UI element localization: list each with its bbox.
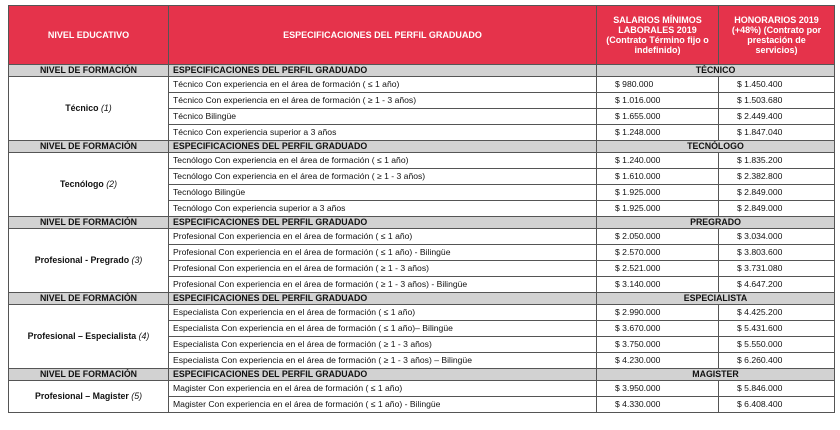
section-label-level: NIVEL DE FORMACIÓN: [9, 369, 169, 381]
fee-cell: $ 2.382.800: [719, 169, 835, 185]
fee-cell: $ 6.260.400: [719, 353, 835, 369]
salary-table: [8, 5, 835, 413]
education-level-note: (2): [106, 179, 118, 189]
section-group-title: TÉCNICO: [597, 65, 835, 77]
education-level-name: Técnico: [65, 103, 99, 113]
education-level-note: (3): [131, 255, 143, 265]
salary-cell: $ 3.750.000: [597, 337, 719, 353]
header-profile-specs: ESPECIFICACIONES DEL PERFIL GRADUADO: [169, 6, 597, 65]
section-header-row: [9, 65, 835, 77]
fee-cell: $ 2.849.000: [719, 201, 835, 217]
fee-cell: $ 3.034.000: [719, 229, 835, 245]
education-level-name: Profesional - Pregrado: [34, 255, 130, 265]
fee-cell: $ 2.849.000: [719, 185, 835, 201]
salary-cell: $ 1.655.000: [597, 109, 719, 125]
profile-spec-cell: Técnico Con experiencia en el área de formación ( ≤ 1 año): [169, 77, 597, 93]
education-level-cell: [9, 305, 169, 369]
section-label-level: NIVEL DE FORMACIÓN: [9, 141, 169, 153]
profile-spec-cell: Profesional Con experiencia en el área de formación ( ≤ 1 año) - Bilingüe: [169, 245, 597, 261]
profile-spec-cell: Técnico Bilingüe: [169, 109, 597, 125]
profile-spec-cell: Profesional Con experiencia en el área de formación ( ≤ 1 año): [169, 229, 597, 245]
profile-spec-cell: Profesional Con experiencia en el área de formación ( ≥ 1 - 3 años) - Bilingüe: [169, 277, 597, 293]
profile-spec-cell: Magister Con experiencia en el área de formación ( ≤ 1 año): [169, 381, 597, 397]
fee-cell: $ 1.847.040: [719, 125, 835, 141]
section-label-specs: ESPECIFICACIONES DEL PERFIL GRADUADO: [169, 65, 597, 77]
section-group-title: TECNÓLOGO: [597, 141, 835, 153]
education-level-note: (1): [100, 103, 112, 113]
profile-spec-cell: Técnico Con experiencia en el área de formación ( ≥ 1 - 3 años): [169, 93, 597, 109]
fee-cell: $ 4.425.200: [719, 305, 835, 321]
salary-cell: $ 4.330.000: [597, 397, 719, 413]
fee-cell: $ 5.431.600: [719, 321, 835, 337]
table-body: [9, 65, 835, 413]
section-header-row: [9, 141, 835, 153]
salary-cell: $ 1.016.000: [597, 93, 719, 109]
section-label-specs: ESPECIFICACIONES DEL PERFIL GRADUADO: [169, 369, 597, 381]
fee-cell: $ 6.408.400: [719, 397, 835, 413]
profile-spec-cell: Tecnólogo Con experiencia en el área de formación ( ≤ 1 año): [169, 153, 597, 169]
salary-cell: $ 3.670.000: [597, 321, 719, 337]
section-group-title: MAGISTER: [597, 369, 835, 381]
header-minimum-salary: SALARIOS MÍNIMOS LABORALES 2019 (Contrato Término fijo o indefinido): [597, 6, 719, 65]
salary-cell: $ 2.990.000: [597, 305, 719, 321]
table-row: [9, 381, 835, 397]
education-level-cell: [9, 153, 169, 217]
section-label-specs: ESPECIFICACIONES DEL PERFIL GRADUADO: [169, 141, 597, 153]
header-education-level: NIVEL EDUCATIVO: [9, 6, 169, 65]
fee-cell: $ 3.731.080: [719, 261, 835, 277]
table-header-row: [9, 6, 835, 65]
salary-table-container: [8, 5, 834, 413]
profile-spec-cell: Tecnólogo Con experiencia superior a 3 años: [169, 201, 597, 217]
education-level-note: (4): [138, 331, 150, 341]
fee-cell: $ 2.449.400: [719, 109, 835, 125]
education-level-name: Profesional – Magister: [34, 391, 129, 401]
section-header-row: [9, 369, 835, 381]
section-label-level: NIVEL DE FORMACIÓN: [9, 293, 169, 305]
salary-cell: $ 1.610.000: [597, 169, 719, 185]
salary-cell: $ 1.248.000: [597, 125, 719, 141]
section-label-level: NIVEL DE FORMACIÓN: [9, 65, 169, 77]
section-group-title: PREGRADO: [597, 217, 835, 229]
profile-spec-cell: Especialista Con experiencia en el área de formación ( ≤ 1 año): [169, 305, 597, 321]
salary-cell: $ 3.950.000: [597, 381, 719, 397]
section-header-row: [9, 293, 835, 305]
salary-cell: $ 2.570.000: [597, 245, 719, 261]
profile-spec-cell: Especialista Con experiencia en el área de formación ( ≥ 1 - 3 años): [169, 337, 597, 353]
education-level-cell: [9, 77, 169, 141]
table-row: [9, 77, 835, 93]
salary-cell: $ 1.240.000: [597, 153, 719, 169]
education-level-note: (5): [131, 391, 143, 401]
profile-spec-cell: Tecnólogo Con experiencia en el área de formación ( ≥ 1 - 3 años): [169, 169, 597, 185]
profile-spec-cell: Especialista Con experiencia en el área de formación ( ≤ 1 año)– Bilingüe: [169, 321, 597, 337]
salary-cell: $ 980.000: [597, 77, 719, 93]
fee-cell: $ 5.846.000: [719, 381, 835, 397]
fee-cell: $ 1.835.200: [719, 153, 835, 169]
fee-cell: $ 1.503.680: [719, 93, 835, 109]
salary-cell: $ 4.230.000: [597, 353, 719, 369]
education-level-cell: [9, 381, 169, 413]
fee-cell: $ 1.450.400: [719, 77, 835, 93]
section-group-title: ESPECIALISTA: [597, 293, 835, 305]
profile-spec-cell: Especialista Con experiencia en el área de formación ( ≥ 1 - 3 años) – Bilingüe: [169, 353, 597, 369]
table-row: [9, 305, 835, 321]
table-row: [9, 153, 835, 169]
header-fees: HONORARIOS 2019 (+48%) (Contrato por prestación de servicios): [719, 6, 835, 65]
table-row: [9, 229, 835, 245]
profile-spec-cell: Tecnólogo Bilingüe: [169, 185, 597, 201]
education-level-cell: [9, 229, 169, 293]
fee-cell: $ 4.647.200: [719, 277, 835, 293]
section-header-row: [9, 217, 835, 229]
salary-cell: $ 2.521.000: [597, 261, 719, 277]
salary-cell: $ 1.925.000: [597, 185, 719, 201]
profile-spec-cell: Profesional Con experiencia en el área de formación ( ≥ 1 - 3 años): [169, 261, 597, 277]
profile-spec-cell: Magister Con experiencia en el área de formación ( ≤ 1 año) - Bilingüe: [169, 397, 597, 413]
salary-cell: $ 1.925.000: [597, 201, 719, 217]
fee-cell: $ 5.550.000: [719, 337, 835, 353]
section-label-level: NIVEL DE FORMACIÓN: [9, 217, 169, 229]
fee-cell: $ 3.803.600: [719, 245, 835, 261]
salary-cell: $ 3.140.000: [597, 277, 719, 293]
section-label-specs: ESPECIFICACIONES DEL PERFIL GRADUADO: [169, 217, 597, 229]
education-level-name: Tecnólogo: [59, 179, 104, 189]
education-level-name: Profesional – Especialista: [27, 331, 137, 341]
profile-spec-cell: Técnico Con experiencia superior a 3 años: [169, 125, 597, 141]
section-label-specs: ESPECIFICACIONES DEL PERFIL GRADUADO: [169, 293, 597, 305]
salary-cell: $ 2.050.000: [597, 229, 719, 245]
